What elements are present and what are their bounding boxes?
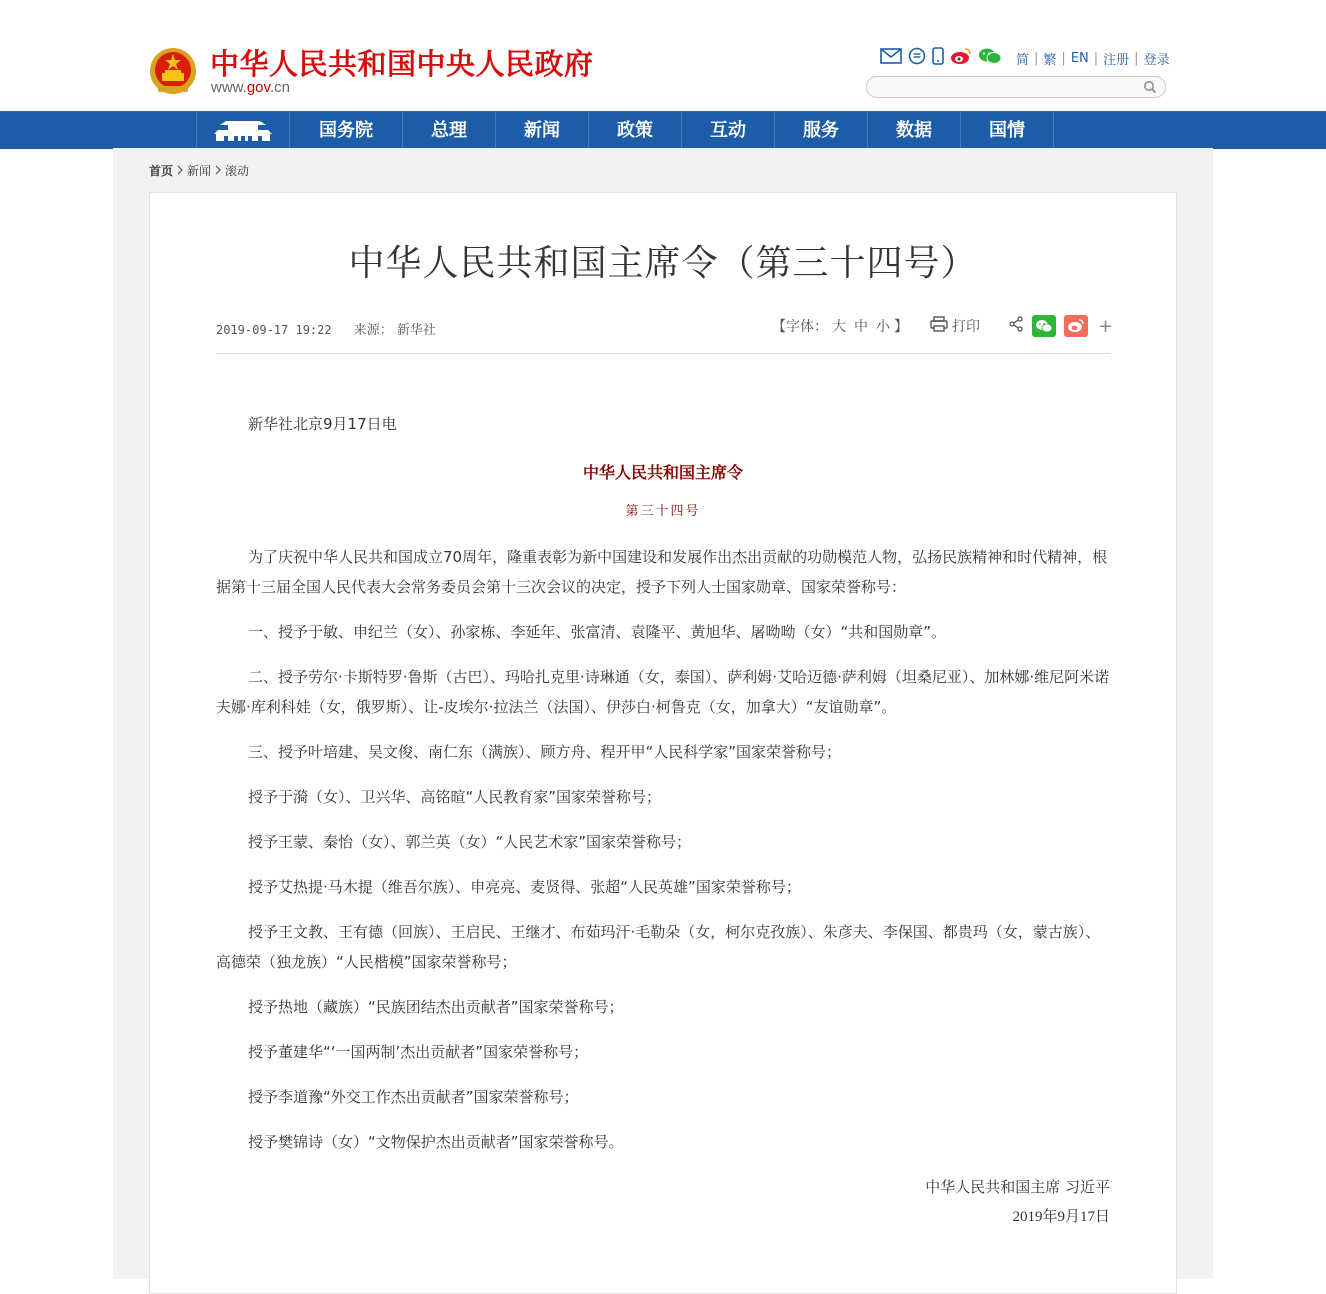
body-paragraph: 二、授予劳尔·卡斯特罗·鲁斯（古巴）、玛哈扎克里·诗琳通（女，泰国）、萨利姆·艾哈迈德·萨利姆（坦桑尼亚）、加林娜·维尼阿米诺夫娜·库利科娃（女，俄罗斯）、让-皮埃尔·拉法兰（法国）、伊莎白·柯鲁克（女，加拿大）“友谊勋章”。 — [216, 668, 1110, 716]
top-links — [1016, 49, 1170, 68]
more-share-icon[interactable]: + — [1098, 315, 1114, 337]
publish-time: 2019-09-17 19:22 — [216, 323, 332, 337]
separator: | — [1134, 50, 1139, 66]
wechat-icon[interactable] — [978, 47, 1002, 69]
body-paragraph: 授予热地（藏族）“民族团结杰出贡献者”国家荣誉称号； — [248, 998, 624, 1016]
body-paragraph: 授予李道豫“外交工作杰出贡献者”国家荣誉称号； — [248, 1088, 579, 1106]
search-input[interactable] — [877, 78, 1141, 98]
chevron-right-icon — [215, 164, 221, 178]
print-button[interactable] — [930, 316, 980, 336]
simplified-link[interactable]: 简 — [1016, 52, 1030, 68]
separator: | — [1061, 50, 1066, 66]
share-tools — [1008, 315, 1113, 337]
nav-item-premier[interactable]: 总理 — [402, 112, 495, 149]
meta-divider — [216, 353, 1110, 354]
separator: | — [1093, 50, 1099, 66]
print-label: 打印 — [952, 319, 980, 335]
domain-suffix: .cn — [269, 79, 290, 96]
site-header — [0, 0, 1326, 111]
domain-main: gov — [246, 79, 270, 96]
signature-date: 2019年9月17日 — [1012, 1209, 1110, 1225]
search-icon[interactable] — [1143, 79, 1157, 98]
email-icon[interactable] — [880, 48, 902, 68]
weibo-share-icon[interactable] — [1064, 315, 1088, 337]
article-meta — [216, 319, 436, 338]
article-title: 中华人民共和国主席令（第三十四号） — [348, 243, 978, 284]
body-paragraph: 授予董建华“‘一国两制’杰出贡献者”国家荣誉称号； — [248, 1043, 589, 1061]
font-size-label: 【字体： — [772, 319, 828, 335]
signature: 中华人民共和国主席 习近平 — [925, 1178, 1110, 1196]
top-tools — [880, 48, 1170, 68]
body-paragraph: 一、授予于敏、申纪兰（女）、孙家栋、李延年、张富清、袁隆平、黄旭华、屠呦呦（女）“共和国勋章”。 — [248, 623, 947, 641]
english-link[interactable]: EN — [1070, 50, 1089, 66]
body-paragraph: 授予艾热提·马木提（维吾尔族）、申亮亮、麦贤得、张超“人民英雄”国家荣誉称号； — [248, 878, 801, 896]
nav-item-policy[interactable]: 政策 — [588, 112, 681, 149]
font-large-button[interactable]: 大 — [832, 319, 846, 335]
dateline: 新华社北京9月17日电 — [248, 415, 397, 433]
font-size-close: 】 — [894, 319, 908, 335]
national-emblem-icon[interactable] — [148, 46, 198, 98]
source-name: 新华社 — [396, 323, 436, 338]
order-number: 第三十四号 — [625, 504, 701, 519]
breadcrumb-news[interactable]: 新闻 — [187, 164, 212, 178]
domain-prefix: www. — [211, 79, 247, 96]
nav-item-news[interactable]: 新闻 — [495, 112, 588, 149]
article-tools — [772, 313, 1113, 339]
separator: | — [1034, 50, 1039, 66]
body-paragraph: 授予王文教、王有德（回族）、王启民、王继才、布茹玛汗·毛勒朵（女，柯尔克孜族）、朱彦夫、李保国、都贵玛（女，蒙古族）、高德荣（独龙族）“人民楷模”国家荣誉称号； — [216, 923, 1101, 971]
search-box — [866, 76, 1166, 98]
site-domain — [211, 79, 290, 96]
share-icon[interactable] — [1008, 316, 1024, 336]
chevron-right-icon — [177, 164, 183, 178]
order-title: 中华人民共和国主席令 — [582, 463, 743, 482]
traditional-link[interactable]: 繁 — [1043, 52, 1057, 68]
weibo-icon[interactable] — [950, 47, 972, 69]
printer-icon — [930, 316, 952, 336]
site-title[interactable]: 中华人民共和国中央人民政府 — [210, 47, 594, 81]
nav-item-state-council[interactable]: 国务院 — [289, 112, 402, 149]
nav-item-national-info[interactable]: 国情 — [960, 112, 1054, 149]
register-link[interactable]: 注册 — [1103, 52, 1130, 68]
message-icon[interactable] — [908, 47, 926, 69]
nav-home-button[interactable] — [196, 112, 289, 149]
breadcrumb-rolling[interactable]: 滚动 — [225, 164, 250, 178]
wechat-share-icon[interactable] — [1032, 315, 1056, 337]
article-container — [149, 192, 1177, 1294]
breadcrumb — [149, 162, 249, 179]
font-small-button[interactable]: 小 — [876, 319, 890, 335]
article-body — [216, 409, 1110, 1232]
font-medium-button[interactable]: 中 — [854, 319, 868, 335]
nav-item-interaction[interactable]: 互动 — [681, 112, 774, 149]
breadcrumb-home[interactable]: 首页 — [149, 164, 174, 178]
body-paragraph: 三、授予叶培建、吴文俊、南仁东（满族）、顾方舟、程开甲“人民科学家”国家荣誉称号； — [248, 743, 842, 761]
nav-item-data[interactable]: 数据 — [867, 112, 960, 149]
body-paragraph: 为了庆祝中华人民共和国成立70周年，隆重表彰为新中国建设和发展作出杰出贡献的功勋模范人物，弘扬民族精神和时代精神，根据第十三届全国人民代表大会常务委员会第十三次会议的决定，授予下列人士国家勋章、国家荣誉称号： — [216, 548, 1108, 596]
body-paragraph: 授予樊锦诗（女）“文物保护杰出贡献者”国家荣誉称号。 — [248, 1133, 624, 1151]
login-link[interactable]: 登录 — [1143, 52, 1170, 68]
nav-items — [196, 112, 1054, 149]
body-paragraph: 授予王蒙、秦怡（女）、郭兰英（女）“人民艺术家”国家荣誉称号； — [248, 833, 692, 851]
tiananmen-icon — [212, 115, 274, 147]
source-label: 来源： — [353, 323, 393, 338]
nav-item-service[interactable]: 服务 — [774, 112, 867, 149]
body-paragraph: 授予于漪（女）、卫兴华、高铭暄“人民教育家”国家荣誉称号； — [248, 788, 662, 806]
mobile-icon[interactable] — [932, 47, 944, 69]
main-nav — [0, 111, 1326, 149]
